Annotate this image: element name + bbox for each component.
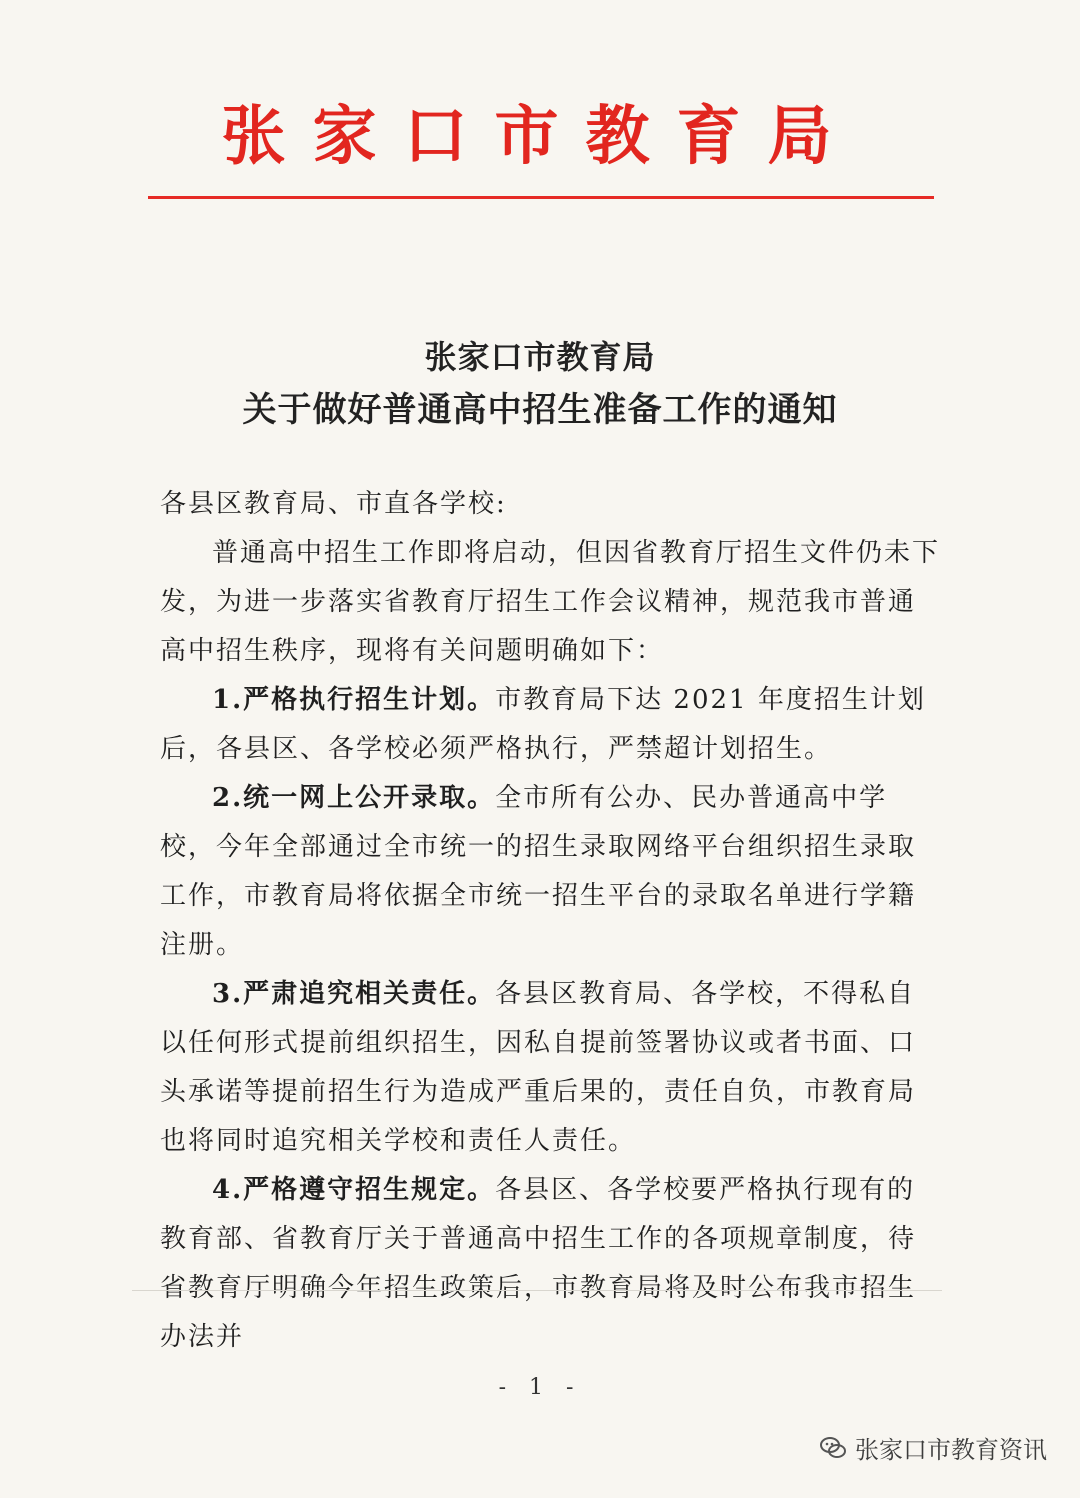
document-title-line-2: 关于做好普通高中招生准备工作的通知 <box>242 390 838 430</box>
item-paragraph-3 <box>160 970 940 1166</box>
wechat-icon <box>819 1436 847 1460</box>
item-heading-3: 3.严肃追究相关责任。 <box>212 979 496 1009</box>
item-paragraph-4 <box>160 1166 940 1362</box>
watermark-text: 张家口市教育资讯 <box>855 1436 1047 1464</box>
item-text-3: 各县区教育局、各学校，不得私自以任何形式提前组织招生，因私自提前签署协议或者书面、口头承诺等提前招生行为造成严重后果的，责任自负，市教育局也将同时追究相关学校和责任人责任。 <box>160 979 917 1156</box>
item-paragraph-2 <box>160 774 940 970</box>
letterhead-org: 张家口市教育局 <box>221 100 859 174</box>
item-text-1: 市教育局下达 2021 年度招生计划后，各县区、各学校必须严格执行，严禁超计划招生。 <box>160 685 926 764</box>
source-watermark <box>819 1430 1047 1465</box>
item-heading-4: 4.严格遵守招生规定。 <box>212 1175 496 1205</box>
item-paragraph-1 <box>160 676 940 774</box>
document-body <box>160 480 940 1362</box>
item-heading-1: 1.严格执行招生计划。 <box>212 685 496 715</box>
document-title-line-1: 张家口市教育局 <box>424 338 656 376</box>
intro-paragraph: 普通高中招生工作即将启动，但因省教育厅招生文件仍未下发，为进一步落实省教育厅招生工作会议精神，规范我市普通高中招生秩序，现将有关问题明确如下： <box>160 538 941 666</box>
red-separator-line <box>148 196 934 199</box>
item-text-2: 全市所有公办、民办普通高中学校，今年全部通过全市统一的招生录取网络平台组织招生录取工作，市教育局将依据全市统一招生平台的录取名单进行学籍注册。 <box>160 783 917 960</box>
bottom-divider-line <box>132 1290 942 1291</box>
recipient-line: 各县区教育局、市直各学校: <box>160 489 507 519</box>
item-heading-2: 2.统一网上公开录取。 <box>212 783 496 813</box>
item-text-4: 各县区、各学校要严格执行现有的教育部、省教育厅关于普通高中招生工作的各项规章制度，待省教育厅明确今年招生政策后，市教育局将及时公布我市招生办法并 <box>160 1175 917 1352</box>
page-number: - 1 - <box>498 1375 582 1400</box>
